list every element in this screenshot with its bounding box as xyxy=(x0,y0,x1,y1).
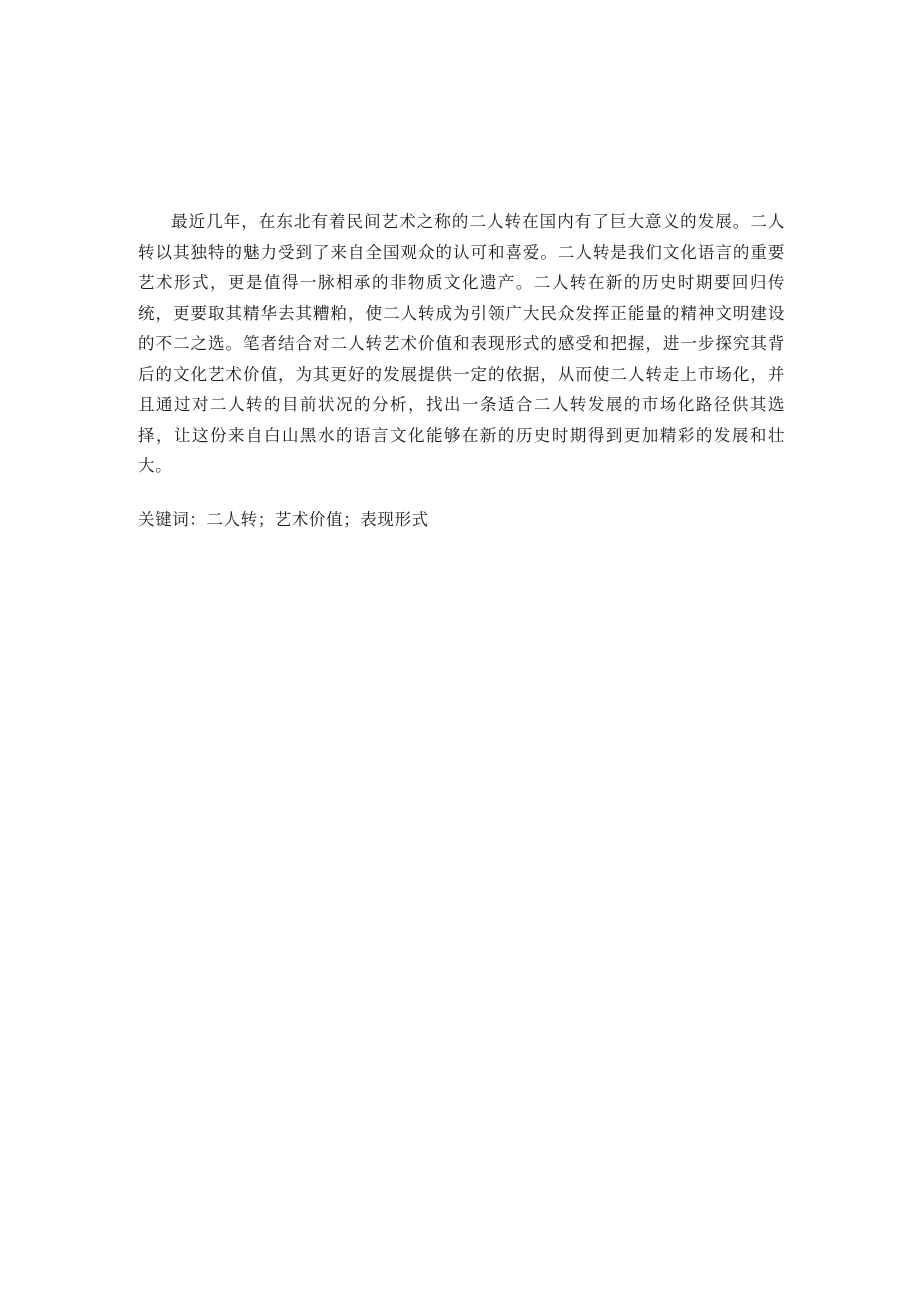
keywords-list: 二人转；艺术价值；表现形式 xyxy=(206,510,429,529)
abstract-paragraph: 最近几年，在东北有着民间艺术之称的二人转在国内有了巨大意义的发展。二人转以其独特的魅力受到了来自全国观众的认可和喜爱。二人转是我们文化语言的重要艺术形式，更是值得一脉相承的非物质文化遗产。二人转在新的历史时期要回归传统，更要取其精华去其糟粕，使二人转成为引领广大民众发挥正能量的精神文明建设的不二之选。笔者结合对二人转艺术价值和表现形式的感受和把握，进一步探究其背后的文化艺术价值，为其更好的发展提供一定的依据，从而使二人转走上市场化，并且通过对二人转的目前状况的分析，找出一条适合二人转发展的市场化路径供其选择，让这份来自白山黑水的语言文化能够在新的历史时期得到更加精彩的发展和壮大。 xyxy=(138,212,785,475)
keywords-line xyxy=(138,505,429,535)
keywords-label: 关键词： xyxy=(138,510,207,529)
